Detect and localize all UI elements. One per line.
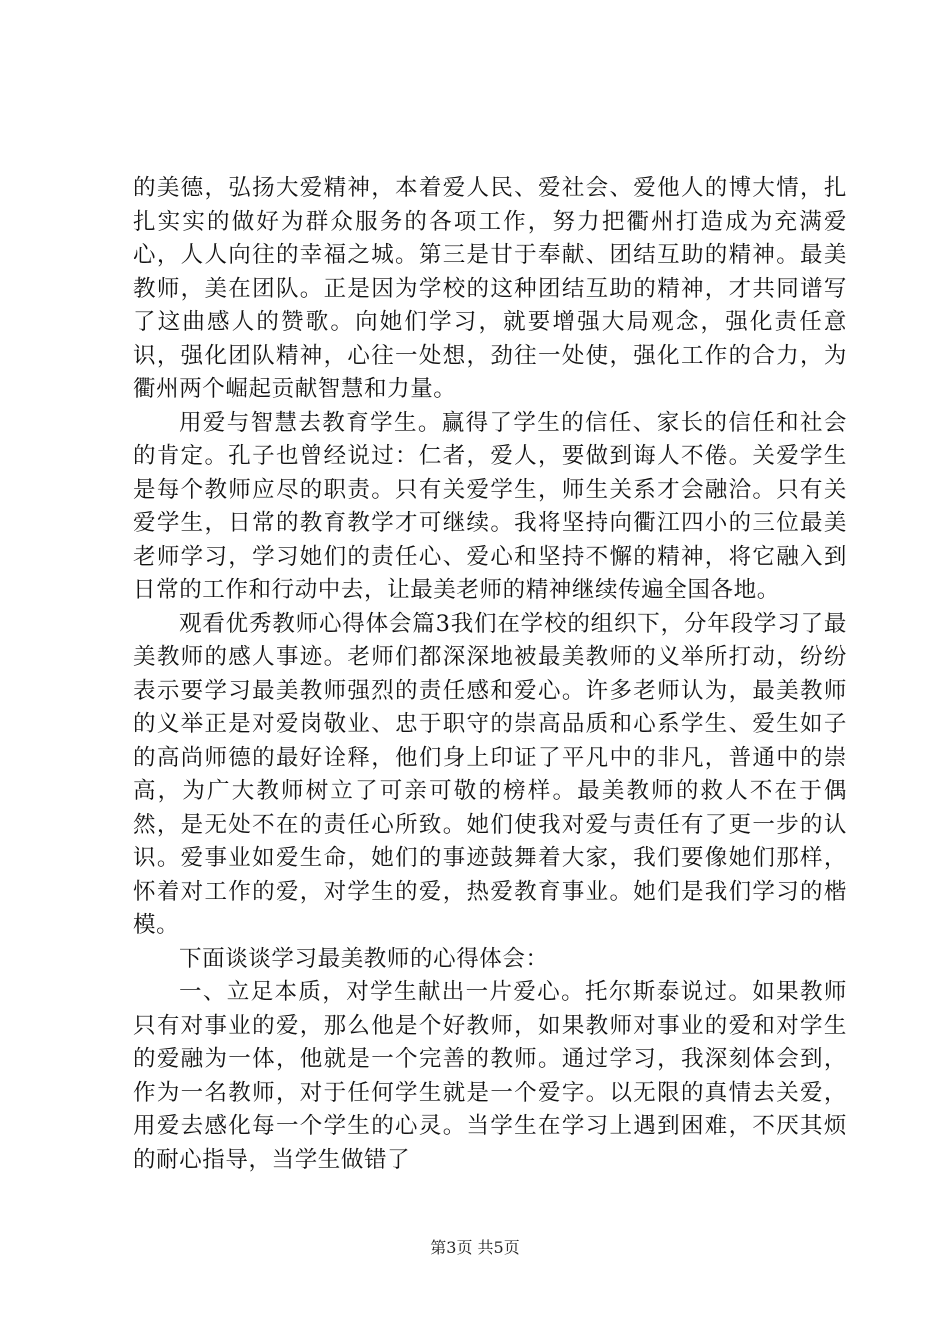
paragraph-1: 的美德，弘扬大爱精神，本着爱人民、爱社会、爱他人的博大情，扎扎实实的做好为群众服务的各项工作，努力把衢州打造成为充满爱心，人人向往的幸福之城。第三是甘于奉献、团结互助的精神。最美教师，美在团队。正是因为学校的这种团结互助的精神，才共同谱写了这曲感人的赞歌。向她们学习，就要增强大局观念，强化责任意识，强化团队精神，心往一处想，劲往一处使，强化工作的合力，为衢州两个崛起贡献智慧和力量。	[133, 175, 847, 402]
document-body	[133, 172, 847, 1177]
paragraph-3: 观看优秀教师心得体会篇3我们在学校的组织下，分年段学习了最美教师的感人事迹。老师们都深深地被最美教师的义举所打动，纷纷表示要学习最美教师强烈的责任感和爱心。许多老师认为，最美教师的义举正是对爱岗敬业、忠于职守的崇高品质和心系学生、爱生如子的高尚师德的最好诠释，他们身上印证了平凡中的非凡，普通中的崇高，为广大教师树立了可亲可敬的榜样。最美教师的救人不在于偶然，是无处不在的责任心所致。她们使我对爱与责任有了更一步的认识。爱事业如爱生命，她们的事迹鼓舞着大家，我们要像她们那样，怀着对工作的爱，对学生的爱，热爱教育事业。她们是我们学习的楷模。	[133, 610, 847, 938]
paragraph-2: 用爱与智慧去教育学生。赢得了学生的信任、家长的信任和社会的肯定。孔子也曾经说过：仁者，爱人，要做到诲人不倦。关爱学生是每个教师应尽的职责。只有关爱学生，师生关系才会融洽。只有关爱学生，日常的教育教学才可继续。我将坚持向衢江四小的三位最美老师学习，学习她们的责任心、爱心和坚持不懈的精神，将它融入到日常的工作和行动中去，让最美老师的精神继续传遍全国各地。	[133, 409, 847, 603]
paragraph-4: 下面谈谈学习最美教师的心得体会：	[179, 945, 549, 972]
page-footer: 第3页 共5页	[430, 1238, 520, 1257]
paragraph-5: 一、立足本质，对学生献出一片爱心。托尔斯泰说过。如果教师只有对事业的爱，那么他是个好教师，如果教师对事业的爱和对学生的爱融为一体，他就是一个完善的教师。通过学习，我深刻体会到，作为一名教师，对于任何学生就是一个爱字。以无限的真情去关爱，用爱去感化每一个学生的心灵。当学生在学习上遇到困难，不厌其烦的耐心指导，当学生做错了	[133, 979, 847, 1173]
